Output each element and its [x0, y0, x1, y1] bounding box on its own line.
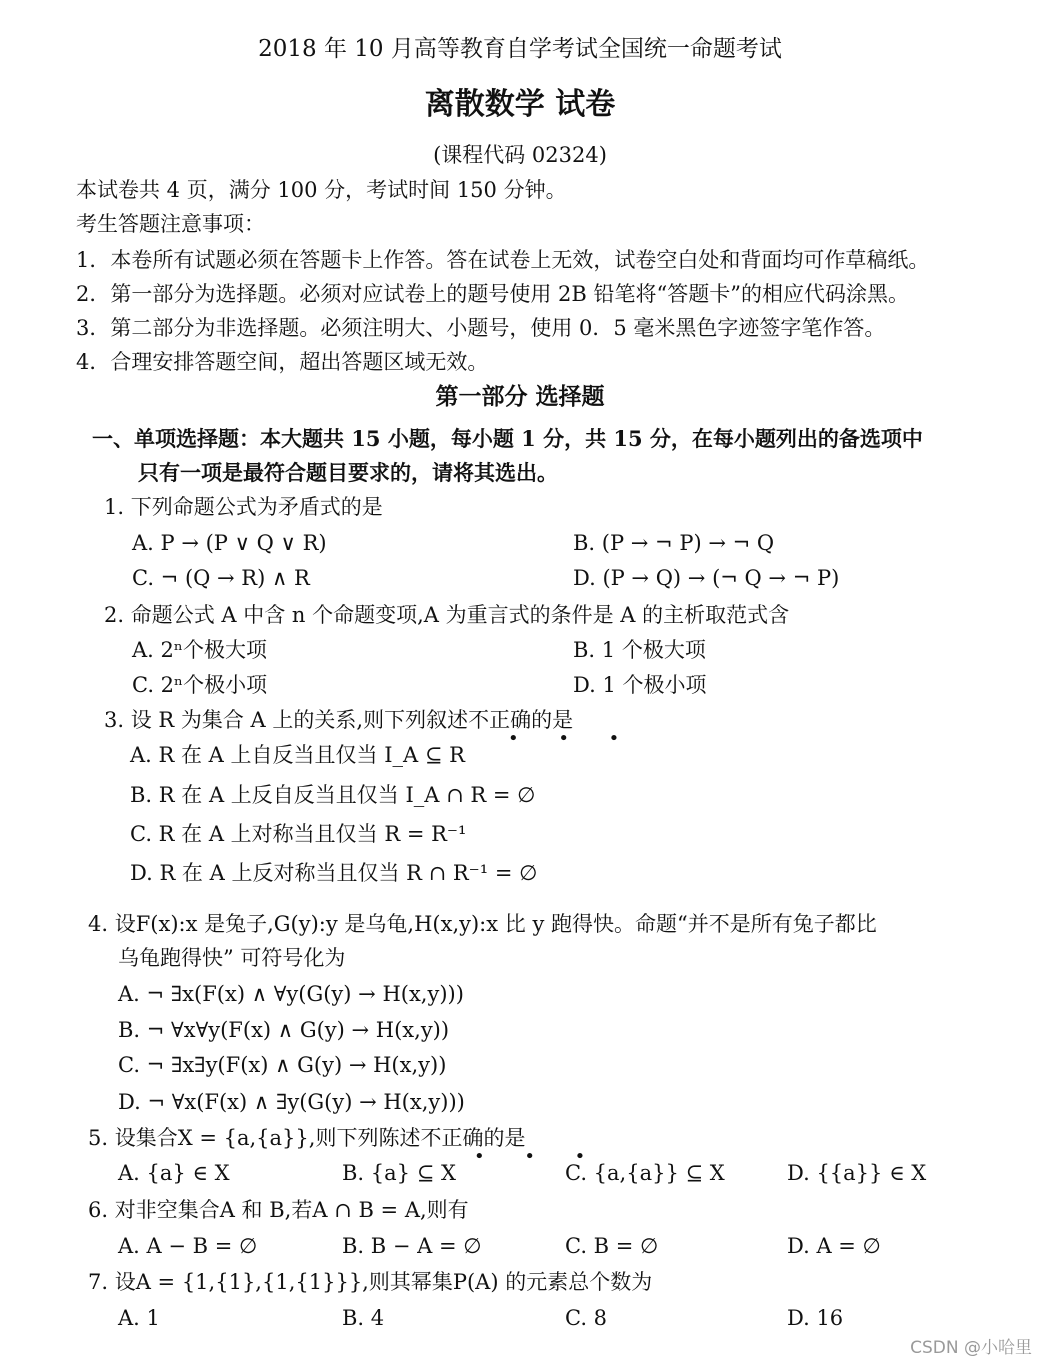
- option: C. 2ⁿ个极小项: [132, 673, 268, 697]
- option: B. 4: [342, 1306, 385, 1330]
- note-item: 3．第二部分为非选择题。必须注明大、小题号，使用 0．5 毫米黑色字迹签字笔作答。: [76, 316, 886, 340]
- question-stem: 2. 命题公式 A 中含 n 个命题变项,A 为重言式的条件是 A 的主析取范式含: [104, 603, 790, 627]
- option: B. 1 个极大项: [573, 638, 706, 662]
- option: D. 1 个极小项: [573, 673, 707, 697]
- option: A. ¬ ∃x(F(x) ∧ ∀y(G(y) → H(x,y))): [118, 982, 464, 1006]
- option: C. B = ∅: [565, 1234, 659, 1258]
- option: C. ¬ (Q → R) ∧ R: [132, 566, 310, 590]
- question-stem: 4. 设F(x):x 是兔子,G(y):y 是乌龟,H(x,y):x 比 y 跑得快。命题“并不是所有兔子都比: [88, 912, 877, 936]
- course-code: (课程代码 02324): [433, 143, 607, 167]
- option: A. R 在 A 上自反当且仅当 I_A ⊆ R: [130, 743, 465, 767]
- question-stem: 7. 设A = {1,{1},{1,{1}}},则其幂集P(A) 的元素总个数为: [88, 1270, 653, 1294]
- question-stem: 6. 对非空集合A 和 B,若A ∩ B = A,则有: [88, 1198, 469, 1222]
- option: C. R 在 A 上对称当且仅当 R = R⁻¹: [130, 822, 467, 846]
- option: B. (P → ¬ P) → ¬ Q: [573, 531, 775, 555]
- part-title: 第一部分 选择题: [435, 383, 605, 410]
- question-stem-cont: 乌龟跑得快” 可符号化为: [118, 946, 346, 970]
- option: A. {a} ∈ X: [118, 1161, 230, 1185]
- subject-title: 离散数学 试卷: [424, 87, 616, 122]
- note-item: 1．本卷所有试题必须在答题卡上作答。答在试卷上无效，试卷空白处和背面均可作草稿纸。: [76, 248, 930, 272]
- note-item: 4．合理安排答题空间，超出答题区域无效。: [76, 350, 489, 374]
- option: D. 16: [787, 1306, 844, 1330]
- option: C. {a,{a}} ⊆ X: [565, 1161, 725, 1185]
- option: D. R 在 A 上反对称当且仅当 R ∩ R⁻¹ = ∅: [130, 861, 538, 885]
- option: D. {{a}} ∈ X: [787, 1161, 927, 1185]
- question-stem: 3. 设 R 为集合 A 上的关系,则下列叙述不正确的是: [104, 708, 574, 732]
- option: D. A = ∅: [787, 1234, 881, 1258]
- option: B. ¬ ∀x∀y(F(x) ∧ G(y) → H(x,y)): [118, 1018, 450, 1042]
- option: B. B − A = ∅: [342, 1234, 482, 1258]
- exam-summary: 本试卷共 4 页，满分 100 分，考试时间 150 分钟。: [76, 178, 567, 202]
- option: D. (P → Q) → (¬ Q → ¬ P): [573, 566, 840, 590]
- option: A. P → (P ∨ Q ∨ R): [132, 531, 327, 555]
- exam-title: 2018 年 10 月高等教育自学考试全国统一命题考试: [258, 36, 782, 62]
- option: A. A − B = ∅: [118, 1234, 258, 1258]
- watermark: CSDN @小哈里: [910, 1338, 1032, 1358]
- emphasis-dots: • • •: [508, 728, 637, 749]
- emphasis-dots: • • •: [474, 1146, 603, 1167]
- option: B. R 在 A 上反自反当且仅当 I_A ∩ R = ∅: [130, 783, 536, 807]
- option: C. ¬ ∃x∃y(F(x) ∧ G(y) → H(x,y)): [118, 1053, 447, 1077]
- question-stem: 5. 设集合X = {a,{a}},则下列陈述不正确的是: [88, 1126, 526, 1150]
- option: C. 8: [565, 1306, 608, 1330]
- section-heading: 一、单项选择题：本大题共 15 小题，每小题 1 分，共 15 分，在每小题列出的备选项中: [92, 426, 923, 451]
- option: D. ¬ ∀x(F(x) ∧ ∃y(G(y) → H(x,y))): [118, 1090, 465, 1114]
- option: A. 2ⁿ个极大项: [132, 638, 267, 662]
- question-stem: 1. 下列命题公式为矛盾式的是: [104, 495, 383, 519]
- section-heading-cont: 只有一项是最符合题目要求的，请将其选出。: [138, 460, 558, 485]
- note-item: 2．第一部分为选择题。必须对应试卷上的题号使用 2B 铅笔将“答题卡”的相应代码涂黑。: [76, 282, 909, 306]
- option: B. {a} ⊆ X: [342, 1161, 456, 1185]
- notes-title: 考生答题注意事项：: [76, 212, 265, 236]
- option: A. 1: [118, 1306, 160, 1330]
